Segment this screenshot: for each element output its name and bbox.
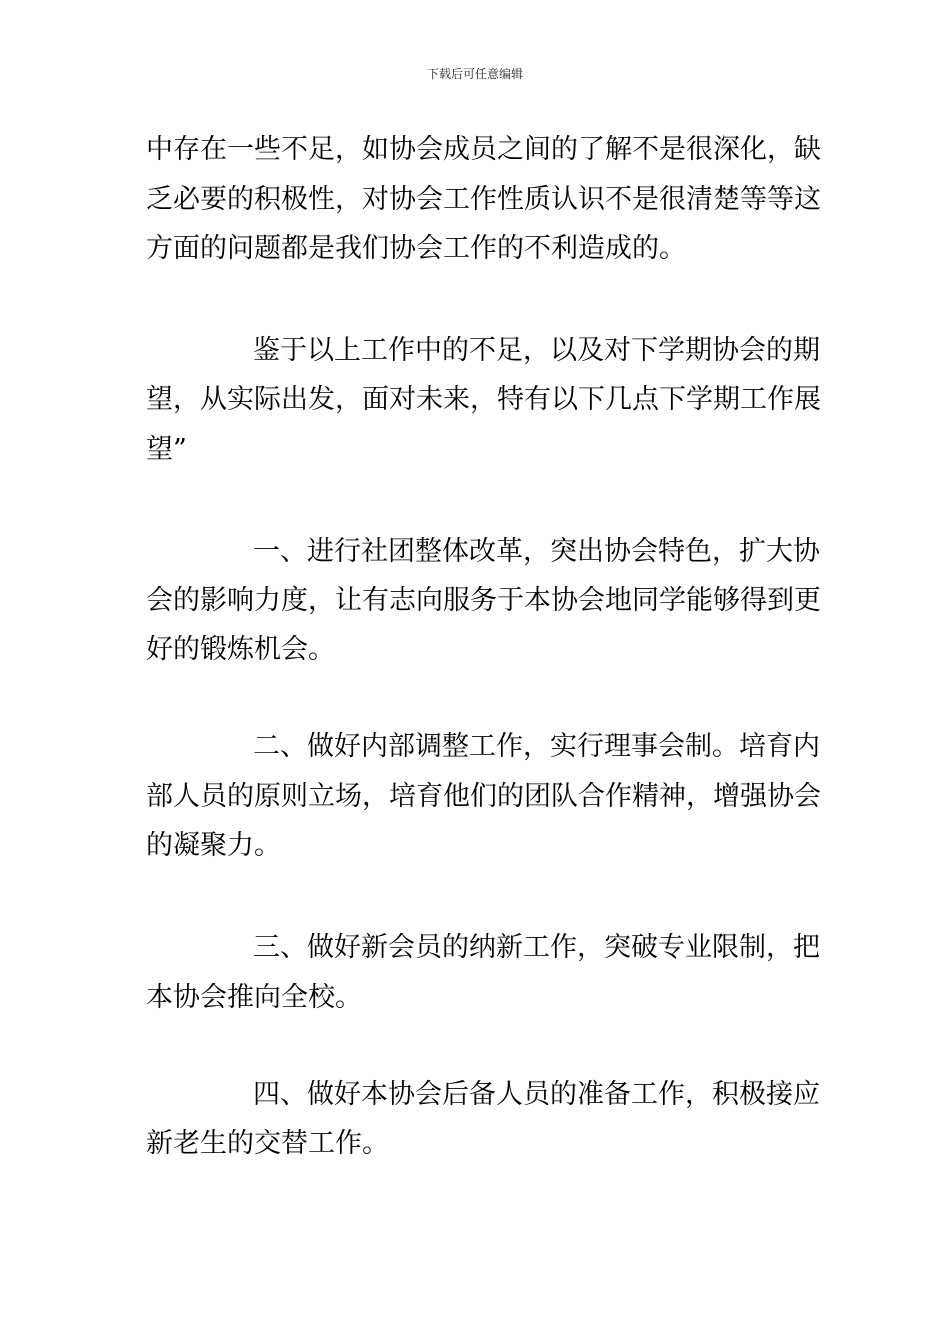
paragraph-2-line-2: 望，从实际出发，面对未来，特有以下几点下学期工作展 [146,384,821,415]
paragraph-2-line-1: 鉴于以上工作中的不足，以及对下学期协会的期 [253,335,820,366]
paragraph-3-line-3: 好的锻炼机会。 [146,634,335,665]
paragraph-4-line-3: 的凝聚力。 [146,830,281,861]
paragraph-1-line-2: 乏必要的积极性，对协会工作性质认识不是很清楚等等这 [146,184,821,215]
paragraph-3-line-1: 一、进行社团整体改革，突出协会特色，扩大协 [253,536,820,567]
paragraph-1-line-1: 中存在一些不足，如协会成员之间的了解不是很深化，缺 [146,134,821,165]
paragraph-5-line-2: 本协会推向全校。 [146,982,362,1013]
header-note: 下载后可任意编辑 [426,67,523,81]
paragraph-5-line-1: 三、做好新会员的纳新工作，突破专业限制，把 [253,932,820,963]
paragraph-1-line-3: 方面的问题都是我们协会工作的不利造成的。 [146,233,686,264]
paragraph-6-line-2: 新老生的交替工作。 [146,1128,389,1159]
paragraph-2-line-3: 望” [146,434,187,465]
paragraph-4-line-1: 二、做好内部调整工作，实行理事会制。培育内 [253,731,820,762]
paragraph-4-line-2: 部人员的原则立场，培育他们的团队合作精神，增强协会 [146,781,821,812]
paragraph-6-line-1: 四、做好本协会后备人员的准备工作，积极接应 [253,1079,820,1110]
paragraph-3-line-2: 会的影响力度，让有志向服务于本协会地同学能够得到更 [146,585,821,616]
